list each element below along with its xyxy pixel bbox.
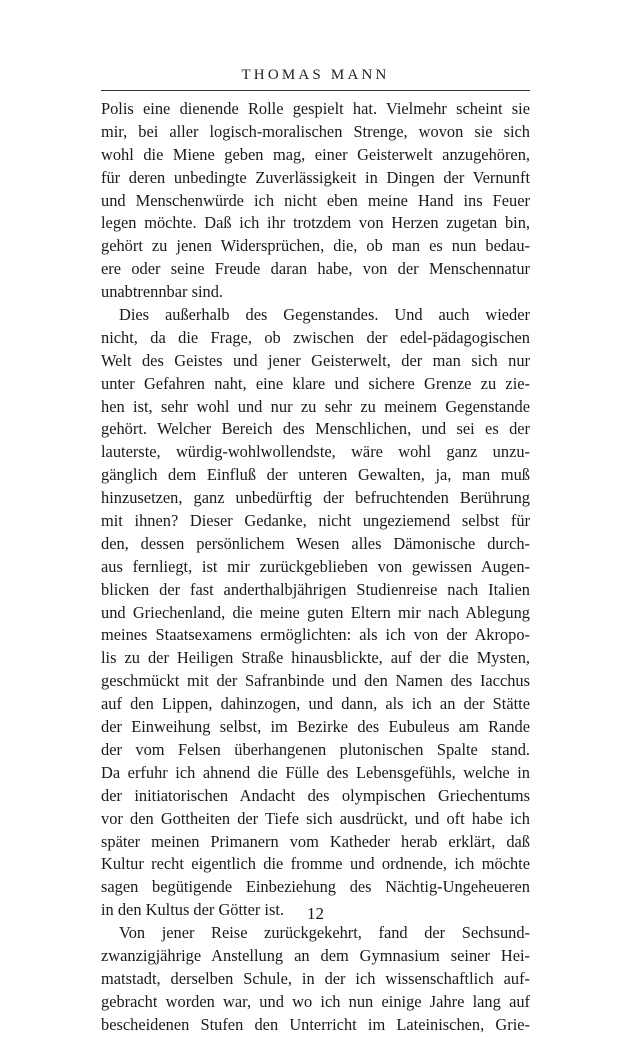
page-number: 12 (307, 904, 324, 923)
text-line: gehört. Welcher Bereich des Menschlichen, und sei es der (101, 419, 530, 439)
text-line: den, dessen persönlichem Wesen alles Dämonische durch- (101, 533, 530, 553)
text-line: Dies außerhalb des Gegenstandes. Und auch wieder (119, 305, 530, 325)
text-line: Kultur recht eigentlich die fromme und ordnende, ich möchte (101, 854, 530, 874)
text-line: lis zu der Heiligen Straße hinausblickte, auf der die Mysten, (101, 648, 530, 668)
text-line: lauterste, würdig-wohlwollendste, wäre wohl ganz unzu- (101, 442, 530, 462)
running-head-title: THOMAS MANN (241, 67, 390, 83)
text-line: Von jener Reise zurückgekehrt, fand der Sechsund- (119, 923, 530, 943)
text-line: wohl die Miene geben mag, einer Geisterwelt anzugehören, (101, 144, 530, 164)
text-line: unabtrennbar sind. (101, 282, 223, 302)
text-line: auf den Lippen, dahinzogen, und dann, als ich an der Stätte (101, 694, 530, 714)
text-line: Welt des Geistes und jener Geisterwelt, der man sich nur (101, 350, 530, 370)
text-line: mir, bei aller logisch-moralischen Strenge, wovon sie sich (101, 121, 530, 141)
text-line: bescheidenen Stufen den Unterricht im Lateinischen, Grie- (101, 1014, 530, 1034)
text-line: der vom Felsen überhangenen plutonischen Spalte stand. (101, 739, 530, 759)
text-line: mit ihnen? Dieser Gedanke, nicht ungeziemend selbst für (101, 511, 530, 531)
text-line: in den Kultus der Götter ist. (101, 900, 285, 920)
text-line: legen möchte. Daß ich ihr trotzdem von Herzen zugetan bin, (101, 213, 530, 233)
text-line: und Menschenwürde ich nicht eben meine Hand ins Feuer (101, 190, 530, 210)
text-line: aus fernliegt, ist mir zurückgeblieben von gewissen Augen- (101, 556, 530, 576)
body-text (101, 98, 530, 1037)
text-line: ere oder seine Freude daran habe, von der Menschennatur (101, 259, 530, 279)
text-line: meines Staatsexamens ermöglichten: als ich von der Akropo- (101, 625, 530, 645)
text-line: gehört zu jenen Widersprüchen, die, ob man es nun bedau- (101, 236, 530, 256)
header-rule (101, 90, 530, 91)
text-line: blicken der fast anderthalbjährigen Studienreise nach Italien (101, 579, 530, 599)
text-line: unter Gefahren naht, eine klare und sichere Grenze zu zie- (101, 373, 530, 393)
text-line: vor den Gottheiten der Tiefe sich ausdrückt, und oft habe ich (101, 808, 530, 828)
text-line: und Griechenland, die meine guten Eltern mir nach Ablegung (101, 602, 530, 622)
text-line: nicht, da die Frage, ob zwischen der edel-pädagogischen (101, 327, 530, 347)
text-line: der Einweihung selbst, im Bezirke des Eubuleus am Rande (101, 717, 530, 737)
text-line: zwanzigjährige Anstellung an dem Gymnasium seiner Hei- (101, 945, 530, 965)
text-line: hen ist, sehr wohl und nur zu sehr zu meinem Gegenstande (101, 396, 530, 416)
text-line: Polis eine dienende Rolle gespielt hat. Vielmehr scheint sie (101, 99, 530, 118)
text-line: gänglich dem Einfluß der unteren Gewalten, ja, man muß (101, 465, 530, 485)
text-line: später meinen Primanern vom Katheder herab erklärt, daß (101, 831, 530, 851)
text-line: sagen begütigende Einbeziehung des Nächtig-Ungeheueren (101, 877, 530, 897)
text-line: für deren unbedingte Zuverlässigkeit in Dingen der Vernunft (101, 167, 530, 187)
text-line: hinzusetzen, ganz unbedürftig der befruchtenden Berührung (101, 488, 530, 508)
text-line: Da erfuhr ich ahnend die Fülle des Lebensgefühls, welche in (101, 762, 530, 782)
text-line: geschmückt mit der Safranbinde und den Namen des Iacchus (101, 671, 530, 691)
text-line: matstadt, derselben Schule, in der ich wissenschaftlich auf- (101, 968, 530, 988)
text-line: der initiatorischen Andacht des olympischen Griechentums (101, 785, 530, 805)
text-line: gebracht worden war, und wo ich nun einige Jahre lang auf (101, 991, 530, 1011)
